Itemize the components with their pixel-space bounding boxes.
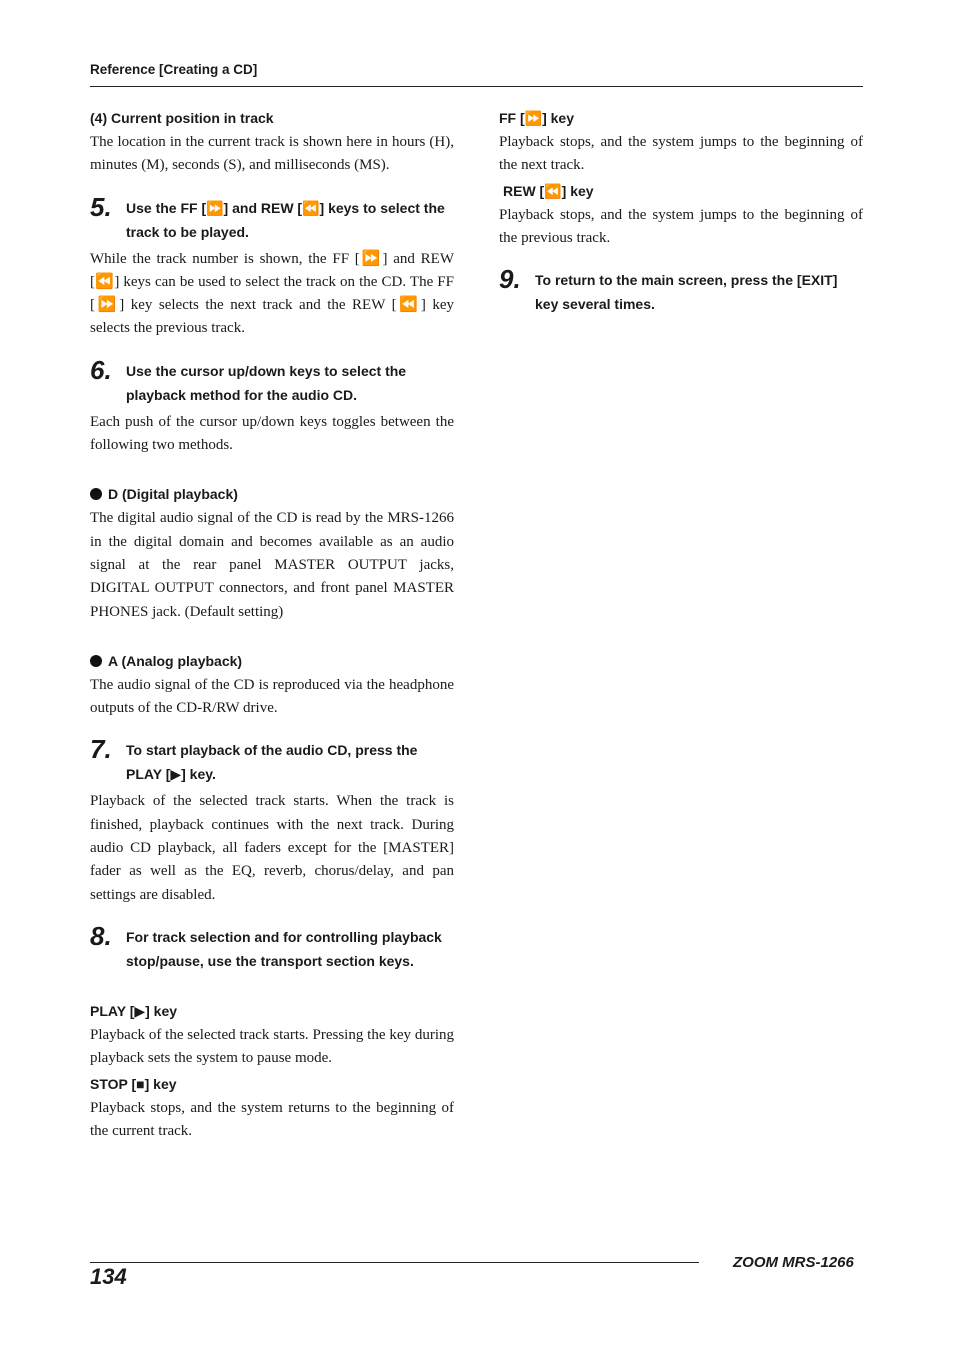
stop-key-title: STOP [■] key <box>90 1075 177 1092</box>
left-column <box>90 108 454 1143</box>
bullet-icon <box>90 655 102 667</box>
step-title: Use the cursor up/down keys to select the playback method for the audio CD. <box>126 362 407 403</box>
digital-playback-body: The digital audio signal of the CD is read by the MRS-1266 in the digital domain and becomes available as an audio signal at the rear panel MASTER OUTPUT jacks, DIGITAL OUTPUT connectors, and front panel MASTER PHONES jack. (Default setting) <box>90 510 454 620</box>
play-key-title: PLAY [▶] key <box>90 1002 178 1019</box>
step-number: 6. <box>90 354 112 385</box>
stop-key-body: Playback stops, and the system returns to the beginning of the current track. <box>90 1099 454 1139</box>
right-column <box>499 108 863 316</box>
section-current-position-title: (4) Current position in track <box>90 110 274 126</box>
step-title: To start playback of the audio CD, press the PLAY [▶] key. <box>126 742 418 783</box>
step-8 <box>90 920 454 973</box>
digital-playback-title: D (Digital playback) <box>90 484 454 504</box>
ff-key-title: FF [⏩] key <box>499 110 574 126</box>
play-key-body: Playback of the selected track starts. Pressing the key during playback sets the system to pause mode. <box>90 1026 454 1067</box>
step-7 <box>90 734 454 786</box>
step-title: Use the FF [⏩] and REW [⏪] keys to select the track to be played. <box>126 199 445 240</box>
footer-rule <box>90 1262 699 1263</box>
running-head: Reference [Creating a CD] <box>90 62 258 77</box>
product-name: ZOOM MRS-1266 <box>733 1254 854 1271</box>
step-title: To return to the main screen, press the [EXIT] key several times. <box>535 272 838 313</box>
section-current-position-body: The location in the current track is shown here in hours (H), minutes (M), seconds (S), and milliseconds (MS). <box>90 134 454 174</box>
step-number: 9. <box>499 264 521 295</box>
step-title: For track selection and for controlling playback stop/pause, use the transport section keys. <box>126 928 442 969</box>
step-5-body: While the track number is shown, the FF [⏩] and REW [⏪] keys can be used to select the track on the CD. The FF [⏩] key selects the next track and the REW [⏪] key selects the previous track. <box>90 250 454 337</box>
rew-key-title: REW [⏪] key <box>503 182 594 199</box>
analog-playback-body: The audio signal of the CD is reproduced via the headphone outputs of the CD-R/RW drive. <box>90 676 454 717</box>
analog-playback-title: A (Analog playback) <box>90 651 454 671</box>
step-number: 5. <box>90 191 112 222</box>
step-6 <box>90 354 454 407</box>
step-9 <box>499 264 863 316</box>
header-rule <box>90 86 863 87</box>
step-number: 7. <box>90 734 112 765</box>
step-7-body: Playback of the selected track starts. When the track is finished, playback continues with the next track. During audio CD playback, all faders except for the [MASTER] fader as well as the EQ, reverb, chorus/delay, and pan settings are disabled. <box>90 793 454 903</box>
step-6-body: Each push of the cursor up/down keys toggles between the following two methods. <box>90 413 454 454</box>
bullet-icon <box>90 488 102 500</box>
page-number: 134 <box>90 1264 127 1289</box>
ff-key-body: Playback stops, and the system jumps to the beginning of the next track. <box>499 134 863 174</box>
step-5 <box>90 191 454 244</box>
step-number: 8. <box>90 920 112 951</box>
rew-key-body: Playback stops, and the system jumps to the beginning of the previous track. <box>499 206 863 246</box>
